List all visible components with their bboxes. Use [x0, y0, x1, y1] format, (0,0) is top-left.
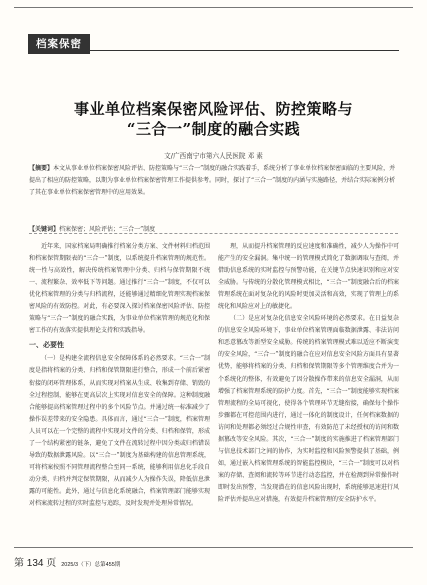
article-title-line1: 事业单位档案保密风险评估、防控策略与 — [73, 100, 353, 118]
author-line: 文/广西南宁市第六人民医院 邓 素 — [164, 152, 263, 160]
abstract — [29, 163, 398, 199]
article-title-line2: “三合一”制度的融合实践 — [126, 120, 301, 138]
body-column-right — [218, 241, 399, 506]
top-rule — [14, 7, 413, 8]
section-label: 档案保密 — [28, 34, 90, 54]
abstract-label: 【摘要】 — [29, 165, 54, 172]
page-footer — [14, 553, 120, 571]
keywords — [29, 224, 398, 233]
body-column-left — [29, 241, 210, 510]
paragraph: （二）是应对复杂化信息安全风险环境的必然要求。在日益复杂的信息安全风险环境下，事业单位档案管理面临数据泄露、非法访问和恶意篡改等新型安全威胁。传统的档案管理模式难以适应不断演变的安全风险，“三合一”制度的融合在应对信息安全风险方面具有显著优势，能够将档案的分类、归档和保管期限等多个管理维度合并为一个系统化的整体，有效避免了因分散操作带来的信息安全漏洞，从而增强了档案管理系统的防护力度。首先，“三合一”制度能够实现档案管理流程的全局可视化，使得各个管理环节无缝衔接，确保每个操作步骤都在可控范围内进行，通过一体化的制度设计，任何档案数据的访问和处理都必须经过合规性审查，有效防范了未经授权的访问和数据篡改等安全风险。其次，“三合一”制度的实施推进了档案管理部门与信息技术部门之间的协作，为实时监控和风险预警提供了基础，例如，通过嵌入档案管理系统的智能监控模块，“三合一”制度可以对档案的存储、查阅和流转等环节进行动态监控，并在检测到异常操作时即时发出预警，当发现潜在的信息风险出现时，系统能够迅速进行风险评估并提出应对措施，有效提升档案管理的安全防护水平。 — [218, 315, 399, 503]
issue-info: 2025/3（下）总第455期 — [61, 562, 121, 568]
keywords-text: 档案保密；风险评估；“三合一”制度 — [59, 226, 156, 233]
section-rule — [28, 50, 399, 51]
abstract-divider — [29, 233, 398, 234]
section-heading: 一、必要性 — [29, 341, 64, 350]
paragraph: （一）是构建全流程信息安全保障体系的必然要求。“三合一”制度是指将档案的分类、归档和保管期限进行整合，形成一个前后紧密衔接的闭环管理体系，从而实现对档案从生成、收集到存储、销毁的全过程控制，能够在更高层次上实现对信息安全的保障。这种制度融合能够提高档案管理过程中的多个风险节点。并通过统一标准减少了操作误差带来的安全隐患。具体而言，通过“三合一”制度，档案管理人员可以在一个完整的流程中实现对文件的分类、归档和保管，形成了一个结构紧密的链条，避免了文件在流转过程中因分类或归档错误导致的数据泄露风险。以“三合一”制度为基础构建的信息管理系统，可将档案按照不同管理流程整合至同一系统，能够利用信息化手段自动分类、归档并判定保管期限，从而减少人为操作失误，降低信息泄露的可能性。此外，通过与信息化系统融合，档案管理部门能够实现对档案流转过程的实时监控与追踪，及时发现并处理异常情况。 — [29, 355, 210, 507]
footer-rule — [14, 547, 413, 548]
keywords-label: 【关键词】 — [29, 226, 60, 233]
paragraph: 近年来，国家档案局明确推行档案分类方案、文件材料归档范围和档案保管期限表的“三合一”制度，以系统提升档案管理的规范性。统一性与高效性，解决传统档案管理中分类、归档与保管期限不统一、流程繁杂、效率低下等问题。通过推行“三合一”制度，不仅可以优化档案管理的分类与归档流程，还能够通过精细化管理实现档案保密风险的有效防控。对此，有必要深入探讨档案保密风险评估、防控策略与“三合一”制度的融合实践，为事业单位档案管理的规范化和保密工作的有效落实提供理论支持和实践指导。 — [29, 243, 210, 335]
paragraph: 理，从而提升档案管理的反应速度和准确性，减少人为操作中可能产生的安全漏洞。集中统一的管理模式简化了数据调取与查阅，并借助信息系统的实时监控与预警功能，在关键节点快速识别和应对安全威胁。与传统的分散化管理模式相比，“三合一”制度融合后的档案管理系统在面对复杂化的风险时更加灵活和高效，实现了管理上的系统化和风险应对上的敏捷化。 — [218, 243, 399, 311]
abstract-text: 本文从事业单位档案保密风险评估、防控策略与“三合一”制度的融合实践着手，系统分析了事业单位档案保密面临的主要风险，并提出了相应的防控策略，以期为事业单位档案保密管理工作提供参考。同时，探讨了“三合一”制度的内涵与实施路径，并结合实际案例分析了其在事业单位档案保密管理中的应用效果。 — [29, 165, 396, 197]
page-number: 第 134 页 — [14, 558, 57, 569]
